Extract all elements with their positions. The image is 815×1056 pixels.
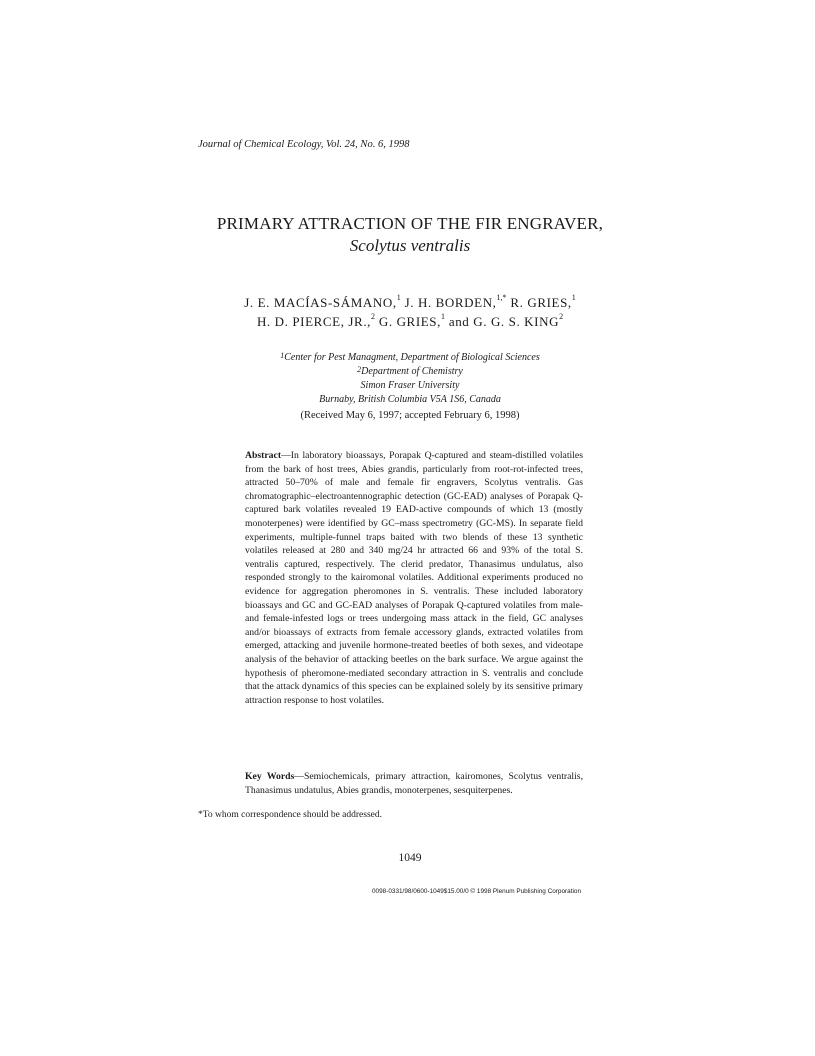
authors-line-1 [150,295,670,311]
author-name: G. GRIES, [375,314,441,329]
author-sup: 2 [559,312,564,321]
paper-title: PRIMARY ATTRACTION OF THE FIR ENGRAVER, [216,214,604,233]
copyright-line: 0098-0331/98/0600-1049$15.00/0 © 1998 Plenum Publishing Corporation [372,888,582,895]
paper-title-species: Scolytus ventralis [349,236,471,255]
affiliation-line: $^1$Center for Pest Managment, Department of Biological Sciences [280,351,540,363]
affiliations [150,351,670,407]
authors-line-2 [150,314,670,330]
author-name: J. H. BORDEN, [400,295,497,310]
author-sup: 1 [396,293,401,302]
abstract [245,449,583,707]
affiliation-line: Simon Fraser University [360,380,460,391]
abstract-text: —In laboratory bioassays, Porapak Q-captured and steam-distilled volatiles from the bark of host trees, Abies grandis, particularly from root-rot-infected trees, attracted 50–70% of male and female fir engravers, Scolytus ventralis. Gas chromatographic–electroantennographic detection (GC-EAD) analyses of Porapak Q-captured bark volatiles revealed 19 EAD-active compounds of which 13 (mostly monoterpenes) were identified by GC–mass spectrometry (GC-MS). In separate field experiments, multiple-funnel traps baited with two blends of these 13 synthetic volatiles released at 280 and 340 mg/24 hr attracted 66 and 93% of the total S. ventralis captured, respectively. The clerid predator, Thanasimus undulatus, also responded strongly to the kairomonal volatiles. Additional experiments produced no evidence for aggregation pheromones in S. ventralis. These included laboratory bioassays and GC and GC-EAD analyses of Porapak Q-captured volatiles from male- and female-infested logs or trees undergoing mass attack in the field, GC analyses and/or bioassays of extracts from female accessory glands, extracted volatiles from emerged, attacking and juvenile hormone-treated beetles of both sexes, and videotape analysis of the behavior of attacking beetles on the bark surface. We argue against the hypothesis of pheromone-mediated secondary attraction in S. ventralis and conclude that the attack dynamics of this species can be explained solely by its sensitive primary attraction response to host volatiles. [245,450,583,706]
journal-citation: Journal of Chemical Ecology, Vol. 24, No. 6, 1998 [198,139,410,150]
author-sup: 1,* [496,293,507,302]
received-dates: (Received May 6, 1997; accepted February 6, 1998) [300,410,520,421]
affiliation-line: Burnaby, British Columbia V5A 1S6, Canada [319,394,501,405]
author-sup: 1 [571,293,576,302]
footnote: *To whom correspondence should be addressed. [198,810,383,820]
author-name: H. D. PIERCE, JR., [256,314,372,329]
author-name: J. E. MACÍAS-SÁMANO, [244,295,397,310]
author-name: R. GRIES, [506,295,572,310]
abstract-label: Abstract [245,450,282,461]
author-sup: 1 [440,312,445,321]
keywords-text: —Semiochemicals, primary attraction, kairomones, Scolytus ventralis, Thanasimus undatulus, Abies grandis, monoterpenes, sesquiterpenes. [245,771,583,796]
keywords-label: Key Words [245,771,295,782]
author-name: and G. G. S. KING [444,314,560,329]
keywords [245,770,583,797]
page-number: 1049 [398,852,422,864]
affiliation-line: $^2$Department of Chemistry [357,365,463,377]
author-sup: 2 [371,312,376,321]
